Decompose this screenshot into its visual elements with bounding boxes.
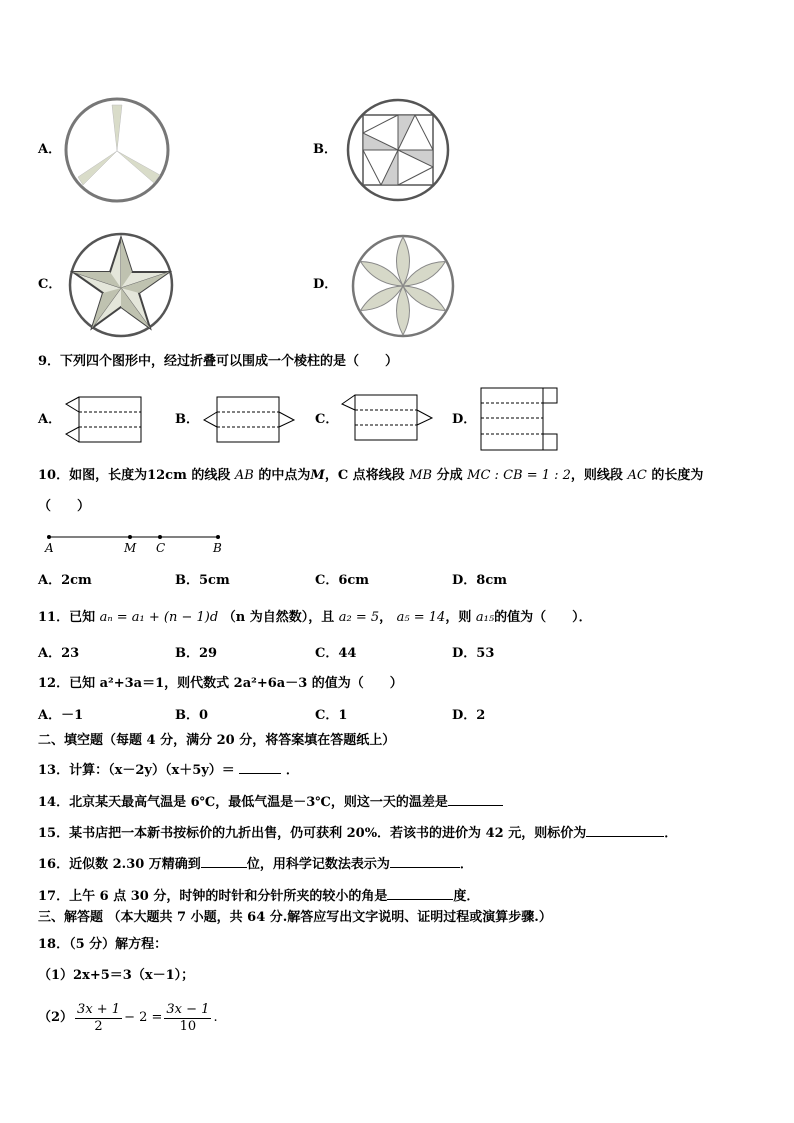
q12-stem: 12．已知 a²+3a＝1，则代数式 2a²+6a－3 的值为（ ）: [38, 676, 403, 691]
q9-figure-b: [202, 396, 298, 444]
q11-option-d: D．53: [452, 646, 495, 661]
point-a: [47, 535, 51, 539]
section-3-heading: 三、解答题 （本大题共 7 小题，共 64 分.解答应写出文字说明、证明过程或演算步骤.）: [38, 910, 552, 925]
q10-segment-diagram: [40, 530, 240, 558]
point-m: [128, 535, 132, 539]
q10-option-a: A．2cm: [38, 573, 92, 588]
q18-sub1: （1）2x+5＝3（x－1）；: [38, 968, 195, 983]
q10-option-c: C．6cm: [315, 573, 370, 588]
label-m: M: [124, 541, 137, 555]
q9-option-b-label: B．: [175, 412, 199, 427]
q13-answer-blank: [239, 759, 281, 774]
q8-figure-a: [62, 95, 172, 205]
q8-option-b-label: B．: [313, 142, 337, 157]
q14-answer-blank: [448, 791, 503, 806]
q8-figure-d: [350, 233, 456, 339]
q16-answer-blank-2: [390, 853, 460, 868]
q9-option-c-label: C．: [315, 412, 339, 427]
q17-answer-blank: [387, 885, 453, 900]
q18-fraction-2: $\frac{3x - 1}{10}$: [166, 1001, 210, 1034]
label-b: B: [213, 541, 222, 555]
q18-sub2: （2） $\frac{3x + 1}{2}$ − 2 = $\frac{3x - 1}{10}$ .: [38, 1001, 218, 1034]
q9-figure-a: [64, 396, 144, 444]
q9-stem: 9．下列四个图形中，经过折叠可以围成一个棱柱的是（ ）: [38, 354, 399, 369]
label-c: C: [156, 541, 166, 555]
q8-option-c-label: C．: [38, 277, 62, 292]
point-b: [216, 535, 220, 539]
q18-stem: 18．（5 分）解方程：: [38, 937, 168, 952]
q10-stem: 10．如图，长度为12cm 的线段 AB 的中点为M，C 点将线段 MB 分成 MC : CB = 1 : 2，则线段 AC 的长度为: [38, 468, 704, 483]
q9-figure-c: [340, 394, 436, 442]
q15-answer-blank: [586, 822, 664, 837]
q8-option-a-label: A．: [38, 142, 62, 157]
q15: 15．某书店把一本新书按标价的九折出售，仍可获利 20%．若该书的进价为 42 元，则标价为 ．: [38, 822, 677, 843]
point-c: [158, 535, 162, 539]
q11-option-a: A．23: [38, 646, 80, 661]
q11-stem: 11．已知 aₙ = a₁ + (n − 1)d （n 为自然数），且 a₂ = 5， a₅ = 14，则 a₁₅的值为（ ）．: [38, 610, 592, 625]
q13: 13．计算：（x－2y）（x＋5y）＝ ．: [38, 759, 299, 780]
q17: 17．上午 6 点 30 分，时钟的时针和分针所夹的较小的角是 度．: [38, 885, 479, 906]
q8-option-d-label: D．: [313, 277, 338, 292]
q11-option-b: B．29: [175, 646, 218, 661]
q16: 16．近似数 2.30 万精确到 位，用科学记数法表示为 ．: [38, 853, 473, 874]
q12-option-c: C．1: [315, 708, 348, 723]
q10-option-d: D．8cm: [452, 573, 507, 588]
label-a: A: [45, 541, 54, 555]
q8-figure-c: [66, 230, 176, 340]
q9-figure-d: [480, 387, 560, 453]
q9-option-a-label: A．: [38, 412, 62, 427]
q14: 14．北京某天最高气温是 6℃，最低气温是－3℃，则这一天的温差是: [38, 791, 503, 812]
q12-option-a: A．－1: [38, 708, 84, 723]
q12-option-b: B．0: [175, 708, 209, 723]
q16-answer-blank-1: [201, 853, 247, 868]
q11-formula: aₙ = a₁ + (n − 1)d: [99, 610, 219, 625]
q11-option-c: C．44: [315, 646, 357, 661]
q8-figure-b: [345, 97, 451, 203]
q12-option-d: D．2: [452, 708, 486, 723]
q10-option-b: B．5cm: [175, 573, 230, 588]
section-2-heading: 二、填空题（每题 4 分，满分 20 分，将答案填在答题纸上）: [38, 733, 396, 748]
q10-paren: （ ）: [38, 499, 91, 514]
q18-fraction-1: $\frac{3x + 1}{2}$: [77, 1001, 121, 1034]
q9-option-d-label: D．: [452, 412, 477, 427]
